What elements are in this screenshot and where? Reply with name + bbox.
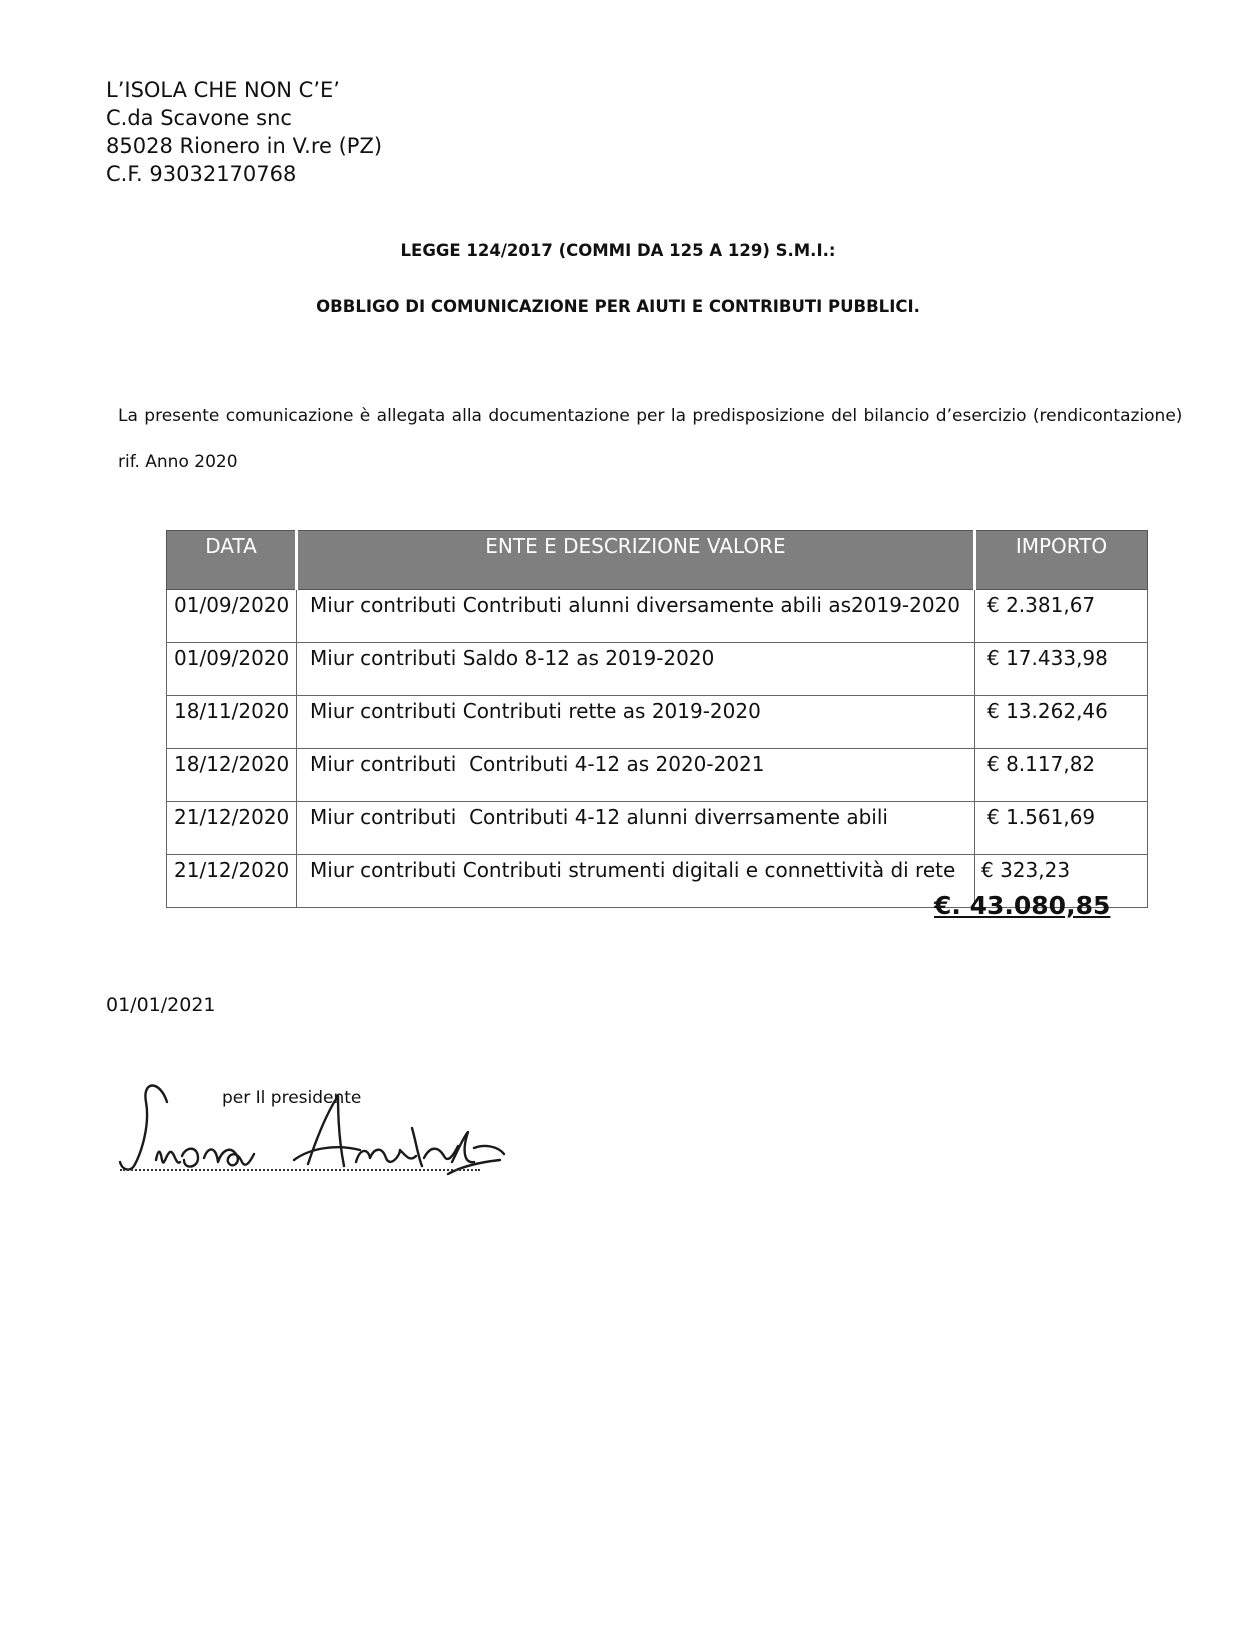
intro-paragraph: La presente comunicazione è allegata alla documentazione per la predisposizione del bilancio d’esercizio (rendicontazione) <box>118 406 1183 426</box>
column-header-description: ENTE E DESCRIZIONE VALORE <box>297 531 975 590</box>
total-amount: €. 43.080,85 <box>934 891 1111 920</box>
contributions-table <box>166 530 1148 908</box>
column-header-amount: IMPORTO <box>975 531 1148 590</box>
sender-name: L’ISOLA CHE NON C’E’ <box>106 78 340 102</box>
row-date: 21/12/2020 <box>167 802 297 855</box>
row-date: 18/12/2020 <box>167 749 297 802</box>
law-heading: LEGGE 124/2017 (COMMI DA 125 A 129) S.M.I.: <box>400 241 836 260</box>
table-row <box>167 802 1148 855</box>
row-description: Miur contributi Contributi alunni diversamente abili as2019-2020 <box>297 590 975 643</box>
signature-line <box>120 1169 480 1171</box>
signing-date: 01/01/2021 <box>106 994 216 1016</box>
row-description: Miur contributi Contributi rette as 2019-2020 <box>297 696 975 749</box>
handwritten-signature <box>112 1062 532 1192</box>
row-amount: € 8.117,82 <box>975 749 1148 802</box>
obligation-heading: OBBLIGO DI COMUNICAZIONE PER AIUTI E CONTRIBUTI PUBBLICI. <box>316 297 920 316</box>
row-amount: € 1.561,69 <box>975 802 1148 855</box>
row-amount: € 2.381,67 <box>975 590 1148 643</box>
table-header-row <box>167 531 1148 590</box>
row-date: 01/09/2020 <box>167 590 297 643</box>
table-row <box>167 696 1148 749</box>
table-row <box>167 749 1148 802</box>
table-row <box>167 590 1148 643</box>
sender-city: 85028 Rionero in V.re (PZ) <box>106 134 383 158</box>
row-amount: € 323,23 <box>975 855 1148 908</box>
row-amount: € 17.433,98 <box>975 643 1148 696</box>
row-description: Miur contributi Contributi 4-12 as 2020-2021 <box>297 749 975 802</box>
row-date: 18/11/2020 <box>167 696 297 749</box>
row-description: Miur contributi Contributi strumenti digitali e connettività di rete <box>297 855 975 908</box>
row-date: 01/09/2020 <box>167 643 297 696</box>
sender-tax-code: C.F. 93032170768 <box>106 162 297 186</box>
row-amount: € 13.262,46 <box>975 696 1148 749</box>
row-date: 21/12/2020 <box>167 855 297 908</box>
row-description: Miur contributi Saldo 8-12 as 2019-2020 <box>297 643 975 696</box>
signatory-role: per Il presidente <box>222 1088 362 1108</box>
sender-block <box>106 76 382 188</box>
row-description: Miur contributi Contributi 4-12 alunni diverrsamente abili <box>297 802 975 855</box>
table-row <box>167 643 1148 696</box>
reference-year: rif. Anno 2020 <box>118 452 238 472</box>
sender-address: C.da Scavone snc <box>106 106 292 130</box>
column-header-date: DATA <box>167 531 297 590</box>
